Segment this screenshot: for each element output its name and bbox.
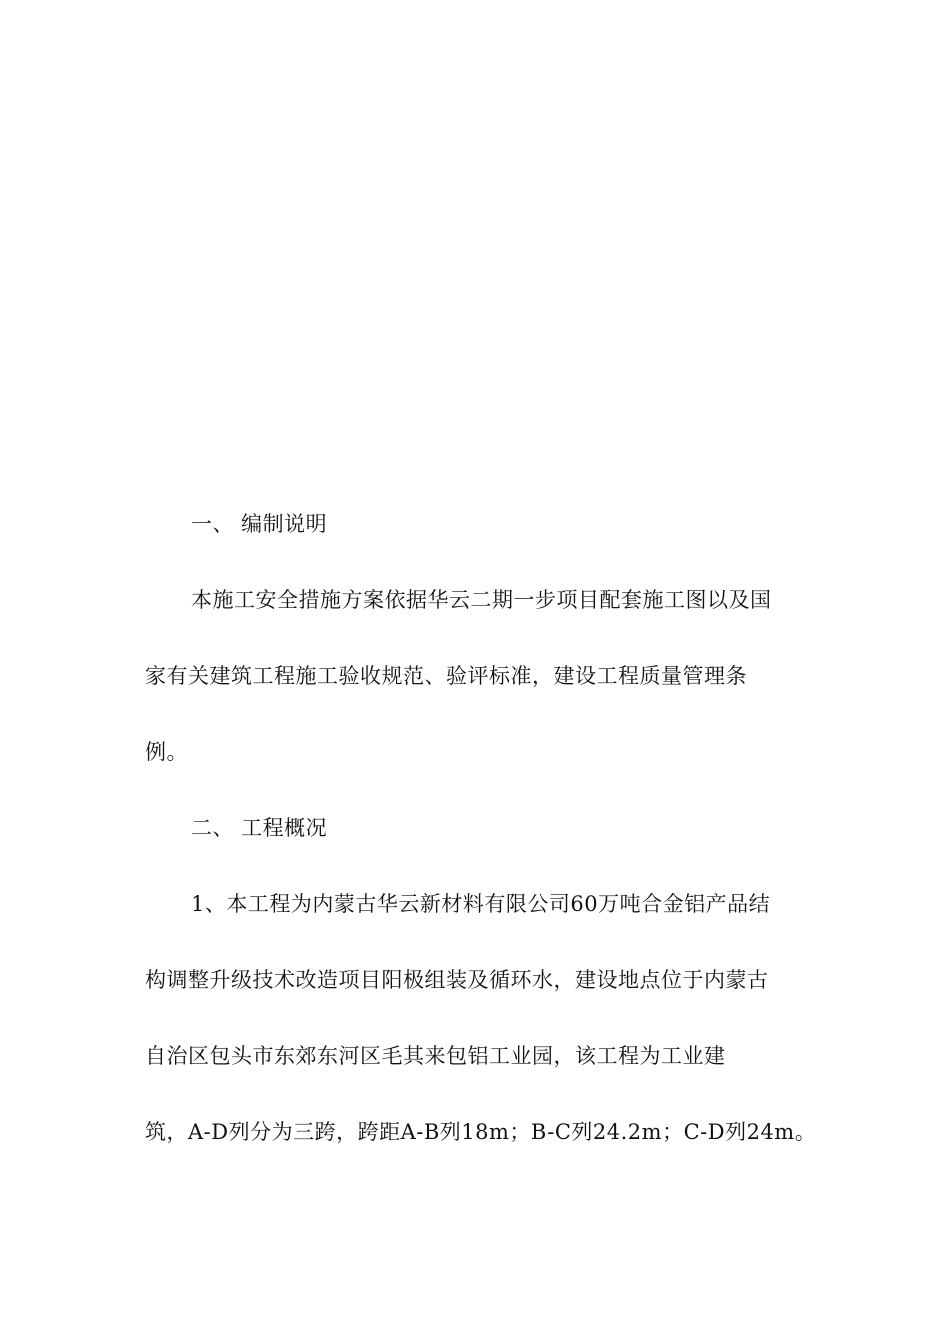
paragraph-line: 本施工安全措施方案依据华云二期一步项目配套施工图以及国 — [191, 588, 772, 612]
section-heading-project-overview: 二、 工程概况 — [191, 816, 328, 840]
section-heading-compilation-notes: 一、 编制说明 — [191, 512, 328, 536]
paragraph-line: 例。 — [145, 740, 188, 764]
paragraph-line: 家有关建筑工程施工验收规范、验评标准，建设工程质量管理条 — [145, 664, 747, 688]
paragraph-line: 筑，A-D列分为三跨，跨距A-B列18m；B-C列24.2m；C-D列24m。 — [145, 1120, 817, 1144]
paragraph-line: 1、本工程为内蒙古华云新材料有限公司60万吨合金铝产品结 — [191, 892, 771, 916]
paragraph-line: 构调整升级技术改造项目阳极组装及循环水，建设地点位于内蒙古 — [145, 968, 769, 992]
document-body — [145, 506, 817, 1190]
paragraph-line: 自治区包头市东郊东河区毛其来包铝工业园，该工程为工业建 — [145, 1044, 726, 1068]
